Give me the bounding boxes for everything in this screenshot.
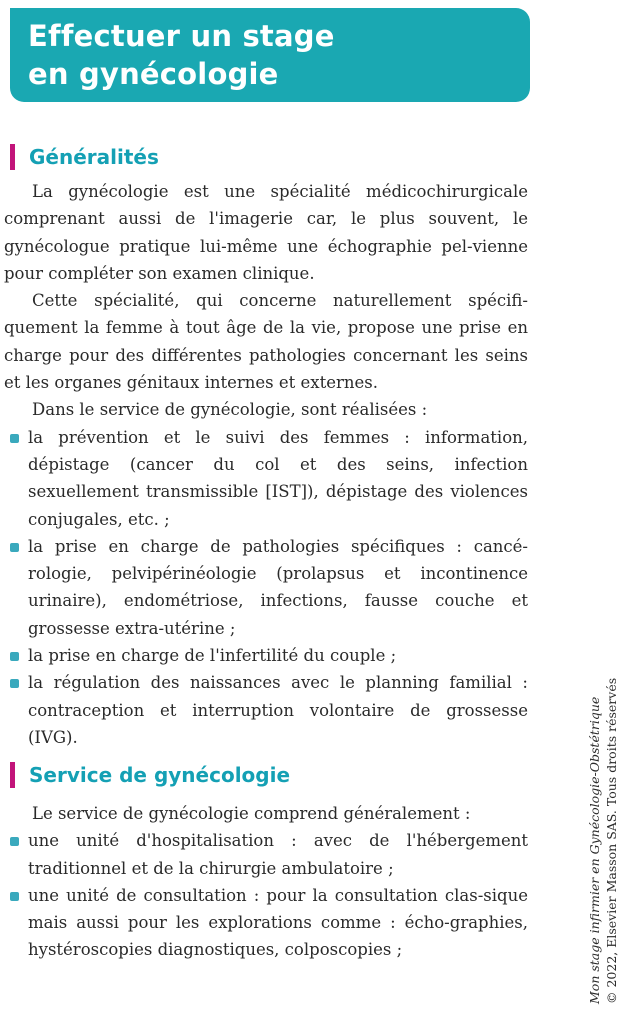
paragraph: Cette spécialité, qui concerne naturellement spécifi-quement la femme à tout âge de la vie, propose une prise en charge pour des différentes pathologies concernant les seins et les organes génitaux internes et externes. xyxy=(4,291,528,393)
square-bullet-icon xyxy=(10,434,19,443)
paragraph: Le service de gynécologie comprend généralement : xyxy=(32,804,471,823)
section-header-service xyxy=(10,760,290,790)
square-bullet-icon xyxy=(10,837,19,846)
section-title-generalites: Généralités xyxy=(29,145,159,169)
list-item-text: la prise en charge de l'infertilité du couple ; xyxy=(28,646,397,666)
list-item xyxy=(4,882,528,964)
list-item xyxy=(4,669,528,751)
square-bullet-icon xyxy=(10,892,19,901)
section-accent-bar xyxy=(10,762,15,788)
book-title-credit: Mon stage infirmier en Gynécologie-Obstétrique xyxy=(587,696,602,1004)
service-body xyxy=(4,800,528,964)
square-bullet-icon xyxy=(10,652,19,661)
section-header-generalites xyxy=(10,142,159,172)
list-item-text: la prise en charge de pathologies spécifiques : cancé-rologie, pelvipérinéologie (prolapsus et incontinence urinaire), endométriose, infections, fausse couche et grossesse extra-utérine ; xyxy=(28,536,528,638)
page-title-line-2: en gynécologie xyxy=(28,57,279,91)
side-credit xyxy=(586,678,620,1004)
paragraph: La gynécologie est une spécialité médicochirurgicale comprenant aussi de l'imagerie car, le plus souvent, le gynécologue pratique lui-même une échographie pel-vienne pour compléter son examen clinique. xyxy=(4,182,528,283)
section-accent-bar xyxy=(10,144,15,170)
copyright-notice: © 2022, Elsevier Masson SAS. Tous droits réservés xyxy=(604,677,619,1004)
list-item-text: une unité d'hospitalisation : avec de l'hébergement traditionnel et de la chirurgie ambulatoire ; xyxy=(28,831,528,878)
title-banner xyxy=(10,8,530,102)
square-bullet-icon xyxy=(10,679,19,688)
page-title-line-1: Effectuer un stage xyxy=(28,19,335,53)
list-item xyxy=(4,827,528,882)
list-item xyxy=(4,642,528,669)
list-item xyxy=(4,424,528,533)
section-title-service: Service de gynécologie xyxy=(29,763,291,787)
list-item-text: la régulation des naissances avec le planning familial : contraception et interruption volontaire de grossesse (IVG). xyxy=(28,673,528,747)
list-item-text: une unité de consultation : pour la consultation clas-sique mais aussi pour les explorations comme : écho-graphies, hystéroscopies diagnostiques, colposcopies ; xyxy=(28,885,528,960)
square-bullet-icon xyxy=(10,543,19,552)
generalites-body xyxy=(4,178,528,751)
paragraph: Dans le service de gynécologie, sont réalisées : xyxy=(32,400,428,420)
list-item-text: la prévention et le suivi des femmes : information, dépistage (cancer du col et des seins, infection sexuellement transmissible [IST]), dépistage des violences conjugales, etc. ; xyxy=(28,427,528,529)
list-item xyxy=(4,533,528,642)
